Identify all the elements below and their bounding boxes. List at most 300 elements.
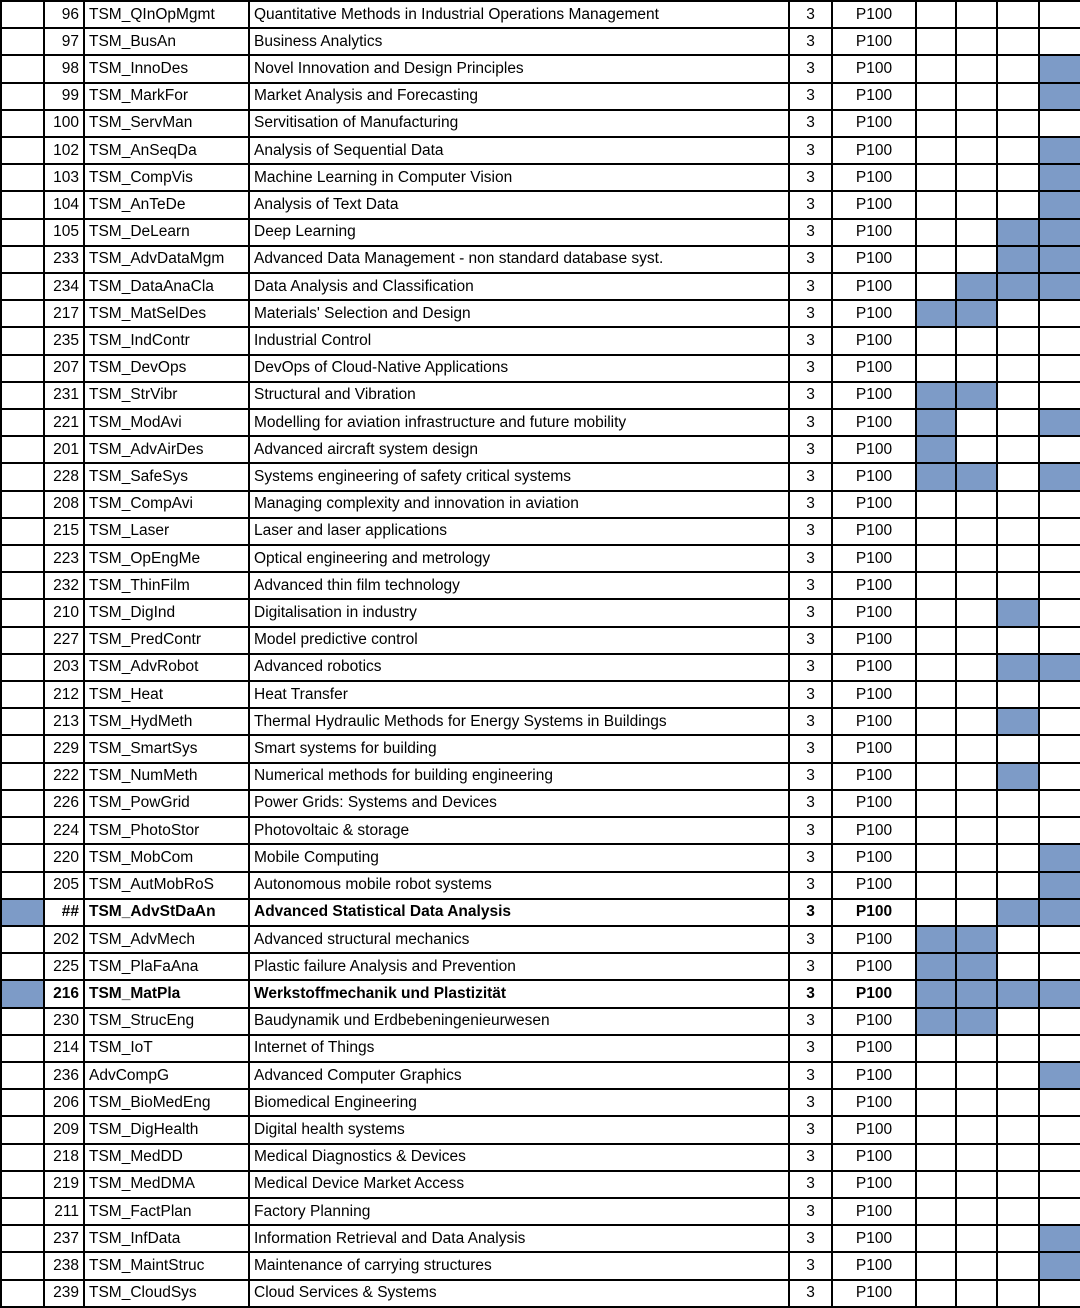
mark-cell-4[interactable]	[1039, 790, 1080, 817]
row-flag-cell[interactable]	[1, 926, 44, 953]
row-number-cell[interactable]: 216	[44, 980, 84, 1007]
row-number-cell[interactable]: 205	[44, 872, 84, 899]
mark-cell-1[interactable]	[916, 164, 956, 191]
module-name-cell[interactable]: Digitalisation in industry	[249, 599, 789, 626]
row-flag-cell[interactable]	[1, 110, 44, 137]
module-name-cell[interactable]: Quantitative Methods in Industrial Operations Management	[249, 1, 789, 28]
module-code-cell[interactable]: TSM_MedDD	[84, 1144, 249, 1171]
row-number-cell[interactable]: 223	[44, 545, 84, 572]
module-code-cell[interactable]: TSM_DataAnaCla	[84, 273, 249, 300]
mark-cell-3[interactable]	[997, 572, 1039, 599]
mark-cell-2[interactable]	[956, 545, 997, 572]
module-code-cell[interactable]: TSM_NumMeth	[84, 763, 249, 790]
module-code-cell[interactable]: TSM_BioMedEng	[84, 1089, 249, 1116]
module-name-cell[interactable]: Advanced Computer Graphics	[249, 1062, 789, 1089]
mark-cell-1[interactable]	[916, 409, 956, 436]
mark-cell-2[interactable]	[956, 83, 997, 110]
mark-cell-1[interactable]	[916, 1, 956, 28]
mark-cell-3[interactable]	[997, 1035, 1039, 1062]
mark-cell-4[interactable]	[1039, 1116, 1080, 1143]
module-code-cell[interactable]: TSM_AdvMech	[84, 926, 249, 953]
mark-cell-2[interactable]	[956, 1, 997, 28]
module-code-cell[interactable]: TSM_AdvDataMgm	[84, 246, 249, 273]
module-code-cell[interactable]: TSM_ModAvi	[84, 409, 249, 436]
mark-cell-2[interactable]	[956, 1198, 997, 1225]
credits-cell[interactable]: 3	[789, 1116, 832, 1143]
mark-cell-2[interactable]	[956, 926, 997, 953]
credits-cell[interactable]: 3	[789, 1198, 832, 1225]
mark-cell-4[interactable]	[1039, 110, 1080, 137]
mark-cell-1[interactable]	[916, 681, 956, 708]
mark-cell-4[interactable]	[1039, 627, 1080, 654]
row-number-cell[interactable]: 236	[44, 1062, 84, 1089]
module-name-cell[interactable]: Werkstoffmechanik und Plastizität	[249, 980, 789, 1007]
credits-cell[interactable]: 3	[789, 681, 832, 708]
mark-cell-4[interactable]	[1039, 28, 1080, 55]
mark-cell-1[interactable]	[916, 219, 956, 246]
module-code-cell[interactable]: TSM_MarkFor	[84, 83, 249, 110]
module-name-cell[interactable]: Baudynamik und Erdbebeningenieurwesen	[249, 1008, 789, 1035]
mark-cell-3[interactable]	[997, 1225, 1039, 1252]
credits-cell[interactable]: 3	[789, 1144, 832, 1171]
credits-cell[interactable]: 3	[789, 382, 832, 409]
row-number-cell[interactable]: 217	[44, 300, 84, 327]
credits-cell[interactable]: 3	[789, 1225, 832, 1252]
row-flag-cell[interactable]	[1, 763, 44, 790]
module-name-cell[interactable]: Maintenance of carrying structures	[249, 1252, 789, 1279]
period-cell[interactable]: P100	[832, 681, 916, 708]
mark-cell-4[interactable]	[1039, 518, 1080, 545]
mark-cell-1[interactable]	[916, 953, 956, 980]
row-number-cell[interactable]: 211	[44, 1198, 84, 1225]
period-cell[interactable]: P100	[832, 28, 916, 55]
period-cell[interactable]: P100	[832, 1, 916, 28]
mark-cell-3[interactable]	[997, 1144, 1039, 1171]
mark-cell-1[interactable]	[916, 1198, 956, 1225]
mark-cell-1[interactable]	[916, 1062, 956, 1089]
mark-cell-4[interactable]	[1039, 55, 1080, 82]
period-cell[interactable]: P100	[832, 273, 916, 300]
module-code-cell[interactable]: TSM_ThinFilm	[84, 572, 249, 599]
row-number-cell[interactable]: 226	[44, 790, 84, 817]
mark-cell-3[interactable]	[997, 545, 1039, 572]
row-flag-cell[interactable]	[1, 463, 44, 490]
row-flag-cell[interactable]	[1, 246, 44, 273]
row-flag-cell[interactable]	[1, 708, 44, 735]
period-cell[interactable]: P100	[832, 735, 916, 762]
credits-cell[interactable]: 3	[789, 164, 832, 191]
module-name-cell[interactable]: Autonomous mobile robot systems	[249, 872, 789, 899]
row-flag-cell[interactable]	[1, 735, 44, 762]
row-number-cell[interactable]: 228	[44, 463, 84, 490]
mark-cell-3[interactable]	[997, 953, 1039, 980]
module-code-cell[interactable]: TSM_AnSeqDa	[84, 137, 249, 164]
row-flag-cell[interactable]	[1, 1198, 44, 1225]
credits-cell[interactable]: 3	[789, 735, 832, 762]
module-name-cell[interactable]: Optical engineering and metrology	[249, 545, 789, 572]
credits-cell[interactable]: 3	[789, 708, 832, 735]
mark-cell-1[interactable]	[916, 382, 956, 409]
mark-cell-4[interactable]	[1039, 137, 1080, 164]
mark-cell-1[interactable]	[916, 191, 956, 218]
period-cell[interactable]: P100	[832, 137, 916, 164]
mark-cell-4[interactable]	[1039, 1252, 1080, 1279]
mark-cell-3[interactable]	[997, 599, 1039, 626]
module-code-cell[interactable]: TSM_MaintStruc	[84, 1252, 249, 1279]
mark-cell-3[interactable]	[997, 436, 1039, 463]
credits-cell[interactable]: 3	[789, 926, 832, 953]
credits-cell[interactable]: 3	[789, 327, 832, 354]
row-flag-cell[interactable]	[1, 300, 44, 327]
mark-cell-2[interactable]	[956, 1225, 997, 1252]
mark-cell-1[interactable]	[916, 872, 956, 899]
module-name-cell[interactable]: Advanced structural mechanics	[249, 926, 789, 953]
mark-cell-1[interactable]	[916, 110, 956, 137]
mark-cell-3[interactable]	[997, 627, 1039, 654]
module-name-cell[interactable]: DevOps of Cloud-Native Applications	[249, 355, 789, 382]
row-number-cell[interactable]: 230	[44, 1008, 84, 1035]
module-code-cell[interactable]: TSM_PowGrid	[84, 790, 249, 817]
mark-cell-2[interactable]	[956, 790, 997, 817]
mark-cell-4[interactable]	[1039, 599, 1080, 626]
module-name-cell[interactable]: Advanced Data Management - non standard database syst.	[249, 246, 789, 273]
credits-cell[interactable]: 3	[789, 409, 832, 436]
module-name-cell[interactable]: Factory Planning	[249, 1198, 789, 1225]
mark-cell-3[interactable]	[997, 219, 1039, 246]
mark-cell-4[interactable]	[1039, 1035, 1080, 1062]
credits-cell[interactable]: 3	[789, 790, 832, 817]
credits-cell[interactable]: 3	[789, 1062, 832, 1089]
mark-cell-1[interactable]	[916, 518, 956, 545]
mark-cell-3[interactable]	[997, 1116, 1039, 1143]
mark-cell-2[interactable]	[956, 599, 997, 626]
mark-cell-1[interactable]	[916, 763, 956, 790]
mark-cell-3[interactable]	[997, 1171, 1039, 1198]
row-flag-cell[interactable]	[1, 572, 44, 599]
mark-cell-3[interactable]	[997, 1062, 1039, 1089]
row-flag-cell[interactable]	[1, 28, 44, 55]
credits-cell[interactable]: 3	[789, 463, 832, 490]
mark-cell-4[interactable]	[1039, 1, 1080, 28]
credits-cell[interactable]: 3	[789, 1252, 832, 1279]
row-number-cell[interactable]: 99	[44, 83, 84, 110]
mark-cell-2[interactable]	[956, 355, 997, 382]
mark-cell-4[interactable]	[1039, 953, 1080, 980]
module-name-cell[interactable]: Modelling for aviation infrastructure and future mobility	[249, 409, 789, 436]
mark-cell-2[interactable]	[956, 327, 997, 354]
module-name-cell[interactable]: Systems engineering of safety critical systems	[249, 463, 789, 490]
mark-cell-4[interactable]	[1039, 1062, 1080, 1089]
row-flag-cell[interactable]	[1, 191, 44, 218]
mark-cell-2[interactable]	[956, 1035, 997, 1062]
mark-cell-4[interactable]	[1039, 681, 1080, 708]
mark-cell-2[interactable]	[956, 164, 997, 191]
row-flag-cell[interactable]	[1, 844, 44, 871]
mark-cell-2[interactable]	[956, 1008, 997, 1035]
mark-cell-4[interactable]	[1039, 763, 1080, 790]
mark-cell-3[interactable]	[997, 327, 1039, 354]
mark-cell-2[interactable]	[956, 1171, 997, 1198]
mark-cell-2[interactable]	[956, 219, 997, 246]
mark-cell-1[interactable]	[916, 735, 956, 762]
module-code-cell[interactable]: TSM_MobCom	[84, 844, 249, 871]
module-name-cell[interactable]: Digital health systems	[249, 1116, 789, 1143]
mark-cell-4[interactable]	[1039, 327, 1080, 354]
mark-cell-2[interactable]	[956, 55, 997, 82]
row-number-cell[interactable]: 234	[44, 273, 84, 300]
mark-cell-1[interactable]	[916, 491, 956, 518]
mark-cell-2[interactable]	[956, 491, 997, 518]
mark-cell-4[interactable]	[1039, 219, 1080, 246]
period-cell[interactable]: P100	[832, 518, 916, 545]
module-code-cell[interactable]: TSM_AnTeDe	[84, 191, 249, 218]
period-cell[interactable]: P100	[832, 899, 916, 926]
module-name-cell[interactable]: Photovoltaic & storage	[249, 817, 789, 844]
module-name-cell[interactable]: Data Analysis and Classification	[249, 273, 789, 300]
row-flag-cell[interactable]	[1, 273, 44, 300]
mark-cell-3[interactable]	[997, 110, 1039, 137]
mark-cell-3[interactable]	[997, 817, 1039, 844]
row-number-cell[interactable]: 103	[44, 164, 84, 191]
row-number-cell[interactable]: 203	[44, 654, 84, 681]
row-number-cell[interactable]: 225	[44, 953, 84, 980]
module-name-cell[interactable]: Novel Innovation and Design Principles	[249, 55, 789, 82]
credits-cell[interactable]: 3	[789, 491, 832, 518]
mark-cell-3[interactable]	[997, 137, 1039, 164]
row-flag-cell[interactable]	[1, 1089, 44, 1116]
period-cell[interactable]: P100	[832, 572, 916, 599]
module-code-cell[interactable]: TSM_SafeSys	[84, 463, 249, 490]
module-name-cell[interactable]: Smart systems for building	[249, 735, 789, 762]
row-flag-cell[interactable]	[1, 1225, 44, 1252]
row-number-cell[interactable]: 237	[44, 1225, 84, 1252]
mark-cell-4[interactable]	[1039, 708, 1080, 735]
row-flag-cell[interactable]	[1, 1008, 44, 1035]
row-flag-cell[interactable]	[1, 1035, 44, 1062]
row-number-cell[interactable]: 233	[44, 246, 84, 273]
module-code-cell[interactable]: TSM_Laser	[84, 518, 249, 545]
mark-cell-4[interactable]	[1039, 1225, 1080, 1252]
mark-cell-4[interactable]	[1039, 1008, 1080, 1035]
row-number-cell[interactable]: 215	[44, 518, 84, 545]
mark-cell-3[interactable]	[997, 872, 1039, 899]
module-name-cell[interactable]: Model predictive control	[249, 627, 789, 654]
row-flag-cell[interactable]	[1, 1062, 44, 1089]
module-name-cell[interactable]: Structural and Vibration	[249, 382, 789, 409]
mark-cell-4[interactable]	[1039, 246, 1080, 273]
mark-cell-1[interactable]	[916, 1171, 956, 1198]
row-flag-cell[interactable]	[1, 599, 44, 626]
credits-cell[interactable]: 3	[789, 627, 832, 654]
period-cell[interactable]: P100	[832, 300, 916, 327]
mark-cell-3[interactable]	[997, 654, 1039, 681]
credits-cell[interactable]: 3	[789, 1089, 832, 1116]
row-number-cell[interactable]: 224	[44, 817, 84, 844]
mark-cell-3[interactable]	[997, 55, 1039, 82]
mark-cell-3[interactable]	[997, 409, 1039, 436]
period-cell[interactable]: P100	[832, 110, 916, 137]
period-cell[interactable]: P100	[832, 1225, 916, 1252]
period-cell[interactable]: P100	[832, 327, 916, 354]
credits-cell[interactable]: 3	[789, 1171, 832, 1198]
mark-cell-3[interactable]	[997, 382, 1039, 409]
mark-cell-4[interactable]	[1039, 926, 1080, 953]
row-flag-cell[interactable]	[1, 137, 44, 164]
module-name-cell[interactable]: Advanced robotics	[249, 654, 789, 681]
credits-cell[interactable]: 3	[789, 545, 832, 572]
row-number-cell[interactable]: 231	[44, 382, 84, 409]
row-number-cell[interactable]: 104	[44, 191, 84, 218]
mark-cell-2[interactable]	[956, 137, 997, 164]
mark-cell-2[interactable]	[956, 246, 997, 273]
mark-cell-4[interactable]	[1039, 191, 1080, 218]
period-cell[interactable]: P100	[832, 627, 916, 654]
mark-cell-1[interactable]	[916, 980, 956, 1007]
mark-cell-4[interactable]	[1039, 463, 1080, 490]
module-name-cell[interactable]: Advanced thin film technology	[249, 572, 789, 599]
module-name-cell[interactable]: Deep Learning	[249, 219, 789, 246]
period-cell[interactable]: P100	[832, 1116, 916, 1143]
mark-cell-4[interactable]	[1039, 300, 1080, 327]
credits-cell[interactable]: 3	[789, 599, 832, 626]
module-code-cell[interactable]: TSM_StrVibr	[84, 382, 249, 409]
mark-cell-2[interactable]	[956, 844, 997, 871]
credits-cell[interactable]: 3	[789, 300, 832, 327]
mark-cell-1[interactable]	[916, 1225, 956, 1252]
row-number-cell[interactable]: 220	[44, 844, 84, 871]
period-cell[interactable]: P100	[832, 355, 916, 382]
module-code-cell[interactable]: TSM_PhotoStor	[84, 817, 249, 844]
mark-cell-1[interactable]	[916, 1116, 956, 1143]
mark-cell-1[interactable]	[916, 28, 956, 55]
row-number-cell[interactable]: 232	[44, 572, 84, 599]
credits-cell[interactable]: 3	[789, 137, 832, 164]
mark-cell-4[interactable]	[1039, 273, 1080, 300]
mark-cell-1[interactable]	[916, 300, 956, 327]
credits-cell[interactable]: 3	[789, 872, 832, 899]
mark-cell-3[interactable]	[997, 355, 1039, 382]
credits-cell[interactable]: 3	[789, 246, 832, 273]
period-cell[interactable]: P100	[832, 436, 916, 463]
period-cell[interactable]: P100	[832, 1062, 916, 1089]
mark-cell-4[interactable]	[1039, 735, 1080, 762]
module-name-cell[interactable]: Business Analytics	[249, 28, 789, 55]
credits-cell[interactable]: 3	[789, 273, 832, 300]
mark-cell-3[interactable]	[997, 463, 1039, 490]
mark-cell-4[interactable]	[1039, 844, 1080, 871]
module-code-cell[interactable]: TSM_QInOpMgmt	[84, 1, 249, 28]
row-flag-cell[interactable]	[1, 817, 44, 844]
mark-cell-4[interactable]	[1039, 83, 1080, 110]
mark-cell-2[interactable]	[956, 817, 997, 844]
period-cell[interactable]: P100	[832, 872, 916, 899]
row-number-cell[interactable]: 100	[44, 110, 84, 137]
mark-cell-2[interactable]	[956, 735, 997, 762]
credits-cell[interactable]: 3	[789, 1008, 832, 1035]
module-name-cell[interactable]: Plastic failure Analysis and Prevention	[249, 953, 789, 980]
row-flag-cell[interactable]	[1, 1144, 44, 1171]
mark-cell-2[interactable]	[956, 1116, 997, 1143]
period-cell[interactable]: P100	[832, 1280, 916, 1307]
mark-cell-2[interactable]	[956, 654, 997, 681]
module-code-cell[interactable]: TSM_IndContr	[84, 327, 249, 354]
mark-cell-4[interactable]	[1039, 872, 1080, 899]
mark-cell-2[interactable]	[956, 899, 997, 926]
mark-cell-1[interactable]	[916, 899, 956, 926]
mark-cell-2[interactable]	[956, 273, 997, 300]
mark-cell-1[interactable]	[916, 1089, 956, 1116]
period-cell[interactable]: P100	[832, 219, 916, 246]
row-flag-cell[interactable]	[1, 654, 44, 681]
mark-cell-4[interactable]	[1039, 1198, 1080, 1225]
mark-cell-3[interactable]	[997, 1089, 1039, 1116]
mark-cell-1[interactable]	[916, 926, 956, 953]
module-code-cell[interactable]: TSM_SmartSys	[84, 735, 249, 762]
module-code-cell[interactable]: TSM_AdvAirDes	[84, 436, 249, 463]
period-cell[interactable]: P100	[832, 599, 916, 626]
row-flag-cell[interactable]	[1, 953, 44, 980]
mark-cell-3[interactable]	[997, 980, 1039, 1007]
period-cell[interactable]: P100	[832, 382, 916, 409]
mark-cell-4[interactable]	[1039, 164, 1080, 191]
module-name-cell[interactable]: Mobile Computing	[249, 844, 789, 871]
period-cell[interactable]: P100	[832, 55, 916, 82]
row-flag-cell[interactable]	[1, 1171, 44, 1198]
row-number-cell[interactable]: ##	[44, 899, 84, 926]
mark-cell-3[interactable]	[997, 518, 1039, 545]
module-code-cell[interactable]: TSM_PredContr	[84, 627, 249, 654]
row-flag-cell[interactable]	[1, 1280, 44, 1307]
mark-cell-3[interactable]	[997, 735, 1039, 762]
module-code-cell[interactable]: TSM_CloudSys	[84, 1280, 249, 1307]
period-cell[interactable]: P100	[832, 926, 916, 953]
mark-cell-1[interactable]	[916, 355, 956, 382]
row-number-cell[interactable]: 96	[44, 1, 84, 28]
credits-cell[interactable]: 3	[789, 219, 832, 246]
row-flag-cell[interactable]	[1, 436, 44, 463]
period-cell[interactable]: P100	[832, 1089, 916, 1116]
row-number-cell[interactable]: 202	[44, 926, 84, 953]
row-number-cell[interactable]: 102	[44, 137, 84, 164]
mark-cell-3[interactable]	[997, 273, 1039, 300]
mark-cell-1[interactable]	[916, 273, 956, 300]
mark-cell-2[interactable]	[956, 953, 997, 980]
module-code-cell[interactable]: TSM_CompVis	[84, 164, 249, 191]
mark-cell-4[interactable]	[1039, 436, 1080, 463]
module-name-cell[interactable]: Numerical methods for building engineering	[249, 763, 789, 790]
module-code-cell[interactable]: TSM_FactPlan	[84, 1198, 249, 1225]
credits-cell[interactable]: 3	[789, 654, 832, 681]
row-flag-cell[interactable]	[1, 627, 44, 654]
mark-cell-3[interactable]	[997, 708, 1039, 735]
mark-cell-4[interactable]	[1039, 1089, 1080, 1116]
module-code-cell[interactable]: TSM_StrucEng	[84, 1008, 249, 1035]
module-code-cell[interactable]: TSM_HydMeth	[84, 708, 249, 735]
mark-cell-3[interactable]	[997, 899, 1039, 926]
row-number-cell[interactable]: 235	[44, 327, 84, 354]
row-flag-cell[interactable]	[1, 164, 44, 191]
module-code-cell[interactable]: TSM_AutMobRoS	[84, 872, 249, 899]
mark-cell-1[interactable]	[916, 844, 956, 871]
mark-cell-3[interactable]	[997, 1280, 1039, 1307]
module-code-cell[interactable]: TSM_BusAn	[84, 28, 249, 55]
row-number-cell[interactable]: 238	[44, 1252, 84, 1279]
mark-cell-1[interactable]	[916, 627, 956, 654]
row-number-cell[interactable]: 219	[44, 1171, 84, 1198]
row-number-cell[interactable]: 218	[44, 1144, 84, 1171]
row-flag-cell[interactable]	[1, 355, 44, 382]
mark-cell-4[interactable]	[1039, 409, 1080, 436]
